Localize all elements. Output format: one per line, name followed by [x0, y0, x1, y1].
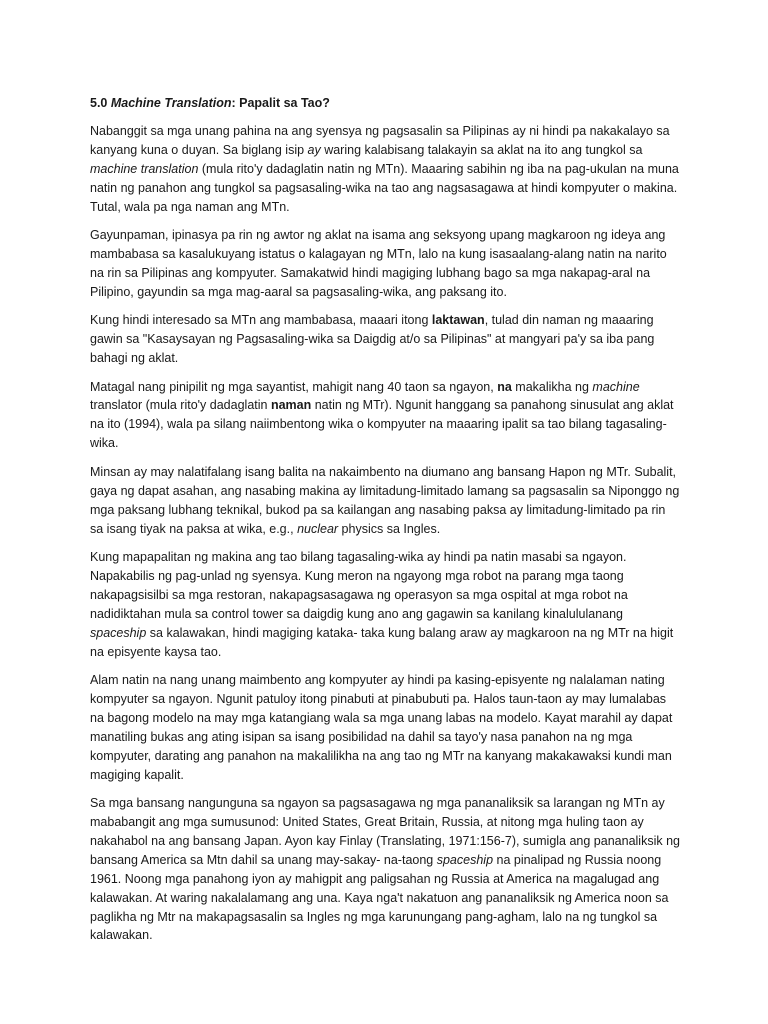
paragraph [90, 463, 680, 539]
italic-text: machine translation [90, 161, 199, 176]
text-run: (mula rito'y dadaglatin natin ng MTn). Maaaring sabihin ng iba na pag-ukulan na muna natin ng panahon ang tungkol sa pagsasaling-wika na tao ang nagsasagawa at hindi kompyuter o makina. Tutal, wala pa nga naman ang MTn. [90, 161, 679, 214]
italic-text: spaceship [436, 852, 494, 867]
paragraph [90, 794, 680, 945]
text-run: Nabanggit sa mga unang pahina na ang syensya ng pagsasalin sa Pilipinas ay ni hindi pa nakakalayo sa kanyang kuna o duyan. Sa biglang isip [90, 123, 670, 157]
text-run: na pinalipad ng Russia noong 1961. Noong mga panahong iyon ay mahigpit ang paligsahan ng Russia at America na magalugad ang kalawakan. At waring nakalalamang ang una. Kaya nga't nakatuon ang pananaliksik ng America noon sa paglikha ng Mtr na makapagsasalin sa Ingles ng mga karunungang pang-agham, lalo na ng tungkol sa kalawakan. [90, 852, 669, 943]
text-run: Kung mapapalitan ng makina ang tao bilang tagasaling-wika ay hindi pa natin masabi sa ngayon. Napakabilis ng pag-unlad ng syensya. Kung meron na ngayong mga robot na parang mga taong nakapagsisilbi sa mga restoran, nakapagsasagawa ng operasyon sa mga ospital at mga robot na nadidiktahan mula sa control tower sa daigdig kung ano ang gagawin sa kanilang kinalululanang [90, 550, 628, 621]
text-run: physics sa Ingles. [338, 521, 441, 536]
italic-text: ay [307, 142, 321, 157]
bold-text: na [497, 379, 512, 394]
text-run: Matagal nang pinipilit ng mga sayantist, mahigit nang 40 taon sa ngayon, [90, 379, 498, 394]
text-run: waring kalabisang talakayin sa aklat na ito ang tungkol sa [320, 142, 643, 157]
paragraph [90, 122, 680, 217]
text-run: , tulad din naman ng maaaring gawin sa "Kasaysayan ng Pagsasaling-wika sa Daigdig at/o sa Pilipinas" at mangyari pa'y sa iba pang bahagi ng aklat. [90, 313, 655, 366]
bold-text: naman [270, 398, 312, 413]
paragraph [90, 671, 680, 784]
paragraph [90, 378, 680, 454]
italic-text: spaceship [90, 625, 147, 640]
paragraph [90, 311, 680, 368]
section-heading [90, 94, 680, 113]
document-body [90, 122, 680, 945]
text-run: makalikha ng [511, 379, 593, 394]
text-run: Alam natin na nang unang maimbento ang kompyuter ay hindi pa kasing-episyente ng nalalaman nating kompyuter sa ngayon. Ngunit patuloy itong pinabuti at pinabubuti pa. Halos taun-taon ay may lumalabas na bagong modelo na may mga katangiang wala sa mga unang labas na modelo. Kayat marahil ay dapat manatiling bukas ang ating isipan sa isang posibilidad na dahil sa tayo'y nasa panahon na ng mga kompyuter, darating ang panahon na makalilikha na ang tao ng MTr na kanyang makakawaksi kundi man magiging kapalit. [90, 673, 673, 782]
document-page [90, 94, 680, 945]
section-title-italic: Machine Translation [110, 96, 232, 110]
text-run: translator (mula rito'y dadaglatin [90, 398, 271, 413]
section-title-rest: : Papalit sa Tao? [231, 96, 330, 110]
text-run: Sa mga bansang nangunguna sa ngayon sa pagsasagawa ng mga pananaliksik sa larangan ng MTn ay mababangit ang mga sumusunod: United States, Great Britain, Russia, at nitong mga huling taon ay nakahabol na ang bansang Japan. Ayon kay Finlay (Translating, 1971:156-7), sumigla ang pananaliksik ng bansang America sa Mtn dahil sa unang may-sakay- na-taong [90, 796, 680, 867]
text-run: Minsan ay may nalatifalang isang balita na nakaimbento na diumano ang bansang Hapon ng MTr. Subalit, gaya ng dapat asahan, ang nasabing makina ay limitadung-limitado lamang sa pagsasalin sa Niponggo ng mga paksang lubhang teknikal, bukod pa sa kailangan ang nasabing paksa ay limitadung-limitado pa rin sa isang tiyak na paksa at wika, e.g., [90, 464, 680, 536]
text-run: Gayunpaman, ipinasya pa rin ng awtor ng aklat na isama ang seksyong upang magkaroon ng ideya ang mambabasa sa kasalukuyang istatus o kalagayan ng MTn, lalo na kung isasaalang-alang natin na narito na rin sa Pilipinas ang kompyuter. Samakatwid hindi magiging lubhang bago sa mga nakapag-aral na Pilipino, gayundin sa mga mag-aaral sa pagsasaling-wika, ang paksang ito. [90, 228, 667, 299]
text-run: sa kalawakan, hindi magiging kataka- taka kung balang araw ay magkaroon na ng MTr na higit na episyente kaysa tao. [90, 625, 674, 659]
italic-text: machine [592, 379, 640, 394]
text-run: natin ng MTr). Ngunit hanggang sa panahong sinusulat ang aklat na ito (1994), wala pa silang naiimbentong wika o kompyuter na maaaring ipalit sa tao bilang tagasaling-wika. [90, 398, 674, 451]
section-number: 5.0 [90, 96, 111, 110]
bold-text: laktawan [431, 313, 485, 328]
paragraph [90, 548, 680, 661]
italic-text: nuclear [297, 521, 339, 536]
text-run: Kung hindi interesado sa MTn ang mambabasa, maaari itong [90, 313, 432, 328]
paragraph [90, 226, 680, 302]
